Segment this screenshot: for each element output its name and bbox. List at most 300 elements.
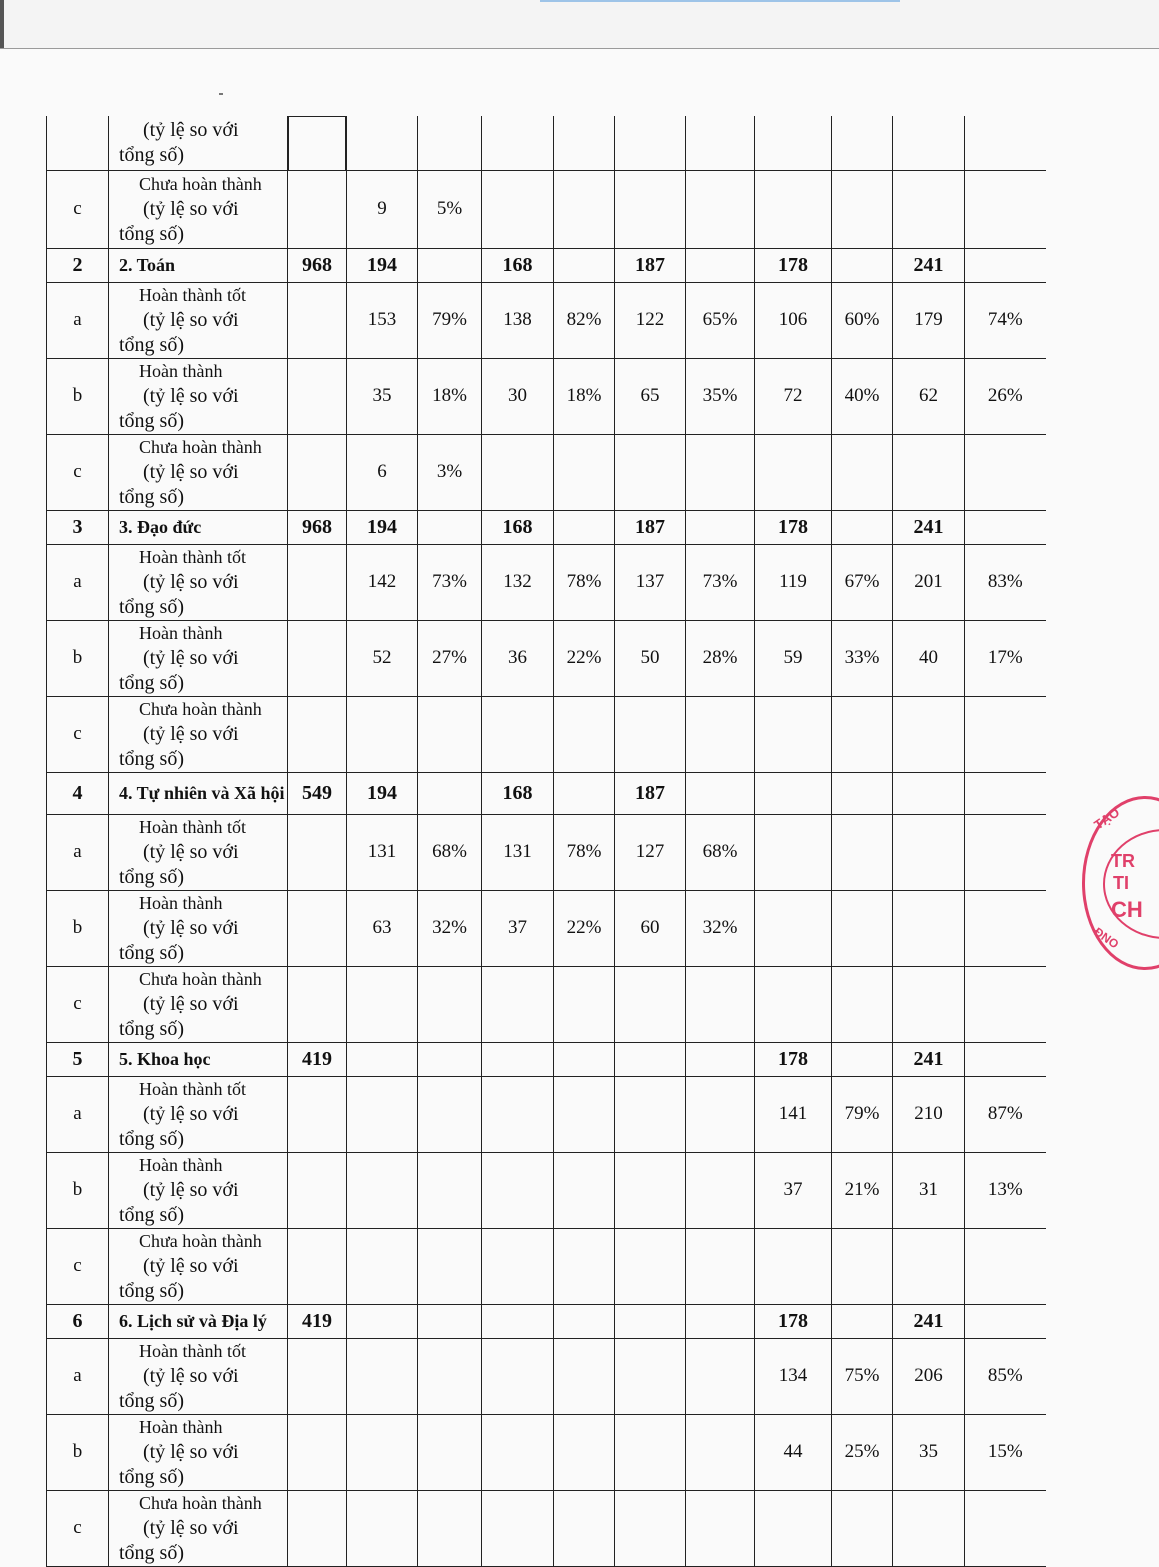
count-cell: 187 <box>615 772 686 814</box>
ratio-note: (tỷ lệ so với <box>143 384 239 407</box>
total-cell <box>288 434 347 510</box>
count-cell: 131 <box>482 814 554 890</box>
count-cell <box>755 966 832 1042</box>
count-cell <box>893 1490 965 1566</box>
percent-cell <box>418 772 482 814</box>
percent-cell: 32% <box>686 890 755 966</box>
percent-cell <box>686 170 755 248</box>
count-cell: 241 <box>893 1304 965 1338</box>
row-letter: a <box>47 814 109 890</box>
percent-cell <box>832 1228 893 1304</box>
count-cell: 72 <box>755 358 832 434</box>
percent-cell <box>418 966 482 1042</box>
count-cell: 31 <box>893 1152 965 1228</box>
count-cell <box>755 696 832 772</box>
percent-cell <box>965 1228 1046 1304</box>
count-cell: 187 <box>615 510 686 544</box>
percent-cell <box>832 890 893 966</box>
criterion-label <box>109 1152 288 1228</box>
total-cell <box>288 170 347 248</box>
total-cell: 419 <box>288 1042 347 1076</box>
count-cell <box>347 696 418 772</box>
seal-text: TR <box>1111 851 1135 871</box>
count-cell: 178 <box>755 510 832 544</box>
total-cell <box>288 544 347 620</box>
count-cell: 30 <box>482 358 554 434</box>
percent-cell: 74% <box>965 282 1046 358</box>
count-cell: 141 <box>755 1076 832 1152</box>
count-cell: 168 <box>482 772 554 814</box>
criterion-level: Hoàn thành tốt <box>139 284 246 305</box>
table-row <box>47 966 1046 1042</box>
percent-cell <box>965 1490 1046 1566</box>
count-cell: 178 <box>755 1304 832 1338</box>
count-cell: 142 <box>347 544 418 620</box>
count-cell <box>893 772 965 814</box>
count-cell: 241 <box>893 248 965 282</box>
ratio-note: (tỷ lệ so với <box>143 118 239 141</box>
count-cell: 241 <box>893 510 965 544</box>
count-cell: 153 <box>347 282 418 358</box>
count-cell: 194 <box>347 510 418 544</box>
percent-cell: 60% <box>832 282 893 358</box>
percent-cell: 15% <box>965 1414 1046 1490</box>
table-body <box>47 116 1046 1566</box>
percent-cell <box>686 1304 755 1338</box>
count-cell: 63 <box>347 890 418 966</box>
row-letter: c <box>47 1228 109 1304</box>
percent-cell <box>832 510 893 544</box>
total-cell <box>288 282 347 358</box>
percent-cell <box>686 1228 755 1304</box>
percent-cell: 87% <box>965 1076 1046 1152</box>
results-table <box>46 116 1046 1567</box>
ratio-note: (tỷ lệ so với <box>143 916 239 939</box>
percent-cell <box>418 1338 482 1414</box>
ratio-note: tổng số) <box>119 671 184 694</box>
table-row <box>47 282 1046 358</box>
ratio-note: tổng số) <box>119 409 184 432</box>
count-cell <box>893 890 965 966</box>
count-cell: 194 <box>347 248 418 282</box>
row-letter: b <box>47 1414 109 1490</box>
count-cell: 131 <box>347 814 418 890</box>
official-seal <box>1082 796 1159 970</box>
total-cell <box>288 966 347 1042</box>
percent-cell <box>554 510 615 544</box>
criterion-label <box>109 1414 288 1490</box>
count-cell <box>347 1304 418 1338</box>
ratio-note: (tỷ lệ so với <box>143 646 239 669</box>
percent-cell: 5% <box>418 170 482 248</box>
count-cell: 35 <box>347 358 418 434</box>
table-row <box>47 510 1046 544</box>
row-letter: b <box>47 358 109 434</box>
count-cell: 9 <box>347 170 418 248</box>
total-cell: 968 <box>288 510 347 544</box>
percent-cell <box>965 814 1046 890</box>
count-cell <box>482 696 554 772</box>
criterion-level: Hoàn thành tốt <box>139 1340 246 1361</box>
percent-cell: 33% <box>832 620 893 696</box>
criterion-level: Chưa hoàn thành <box>139 173 262 194</box>
criterion-level: Chưa hoàn thành <box>139 698 262 719</box>
percent-cell <box>965 248 1046 282</box>
table-row <box>47 1228 1046 1304</box>
table-row <box>47 170 1046 248</box>
count-cell: 178 <box>755 248 832 282</box>
percent-cell: 82% <box>554 282 615 358</box>
row-letter: c <box>47 170 109 248</box>
percent-cell <box>686 1042 755 1076</box>
subject-name: 6. Lịch sử và Địa lý <box>109 1304 288 1338</box>
percent-cell: 83% <box>965 544 1046 620</box>
row-letter: b <box>47 1152 109 1228</box>
count-cell <box>893 116 965 170</box>
total-cell <box>288 696 347 772</box>
ratio-note: tổng số) <box>119 865 184 888</box>
percent-cell <box>554 116 615 170</box>
count-cell <box>347 116 418 170</box>
seal-text: CH <box>1111 897 1143 922</box>
criterion-label <box>109 814 288 890</box>
percent-cell <box>686 1076 755 1152</box>
count-cell <box>615 1076 686 1152</box>
percent-cell <box>554 1414 615 1490</box>
ratio-note: tổng số) <box>119 1017 184 1040</box>
count-cell <box>347 1338 418 1414</box>
percent-cell <box>965 116 1046 170</box>
count-cell <box>893 170 965 248</box>
table-row <box>47 116 1046 170</box>
count-cell <box>347 966 418 1042</box>
ratio-note: tổng số) <box>119 1389 184 1412</box>
row-letter <box>47 116 109 170</box>
count-cell <box>482 116 554 170</box>
percent-cell <box>965 1304 1046 1338</box>
count-cell: 52 <box>347 620 418 696</box>
criterion-level: Hoàn thành <box>139 1416 223 1437</box>
percent-cell <box>686 1414 755 1490</box>
count-cell <box>482 1152 554 1228</box>
count-cell: 168 <box>482 248 554 282</box>
percent-cell <box>418 116 482 170</box>
percent-cell <box>554 248 615 282</box>
criterion-label <box>109 358 288 434</box>
table-row <box>47 1152 1046 1228</box>
subject-name: 5. Khoa học <box>109 1042 288 1076</box>
percent-cell: 78% <box>554 544 615 620</box>
criterion-level: Hoàn thành <box>139 622 223 643</box>
subject-name: 2. Toán <box>109 248 288 282</box>
percent-cell: 18% <box>554 358 615 434</box>
table-row <box>47 1414 1046 1490</box>
count-cell: 206 <box>893 1338 965 1414</box>
percent-cell: 78% <box>554 814 615 890</box>
percent-cell: 18% <box>418 358 482 434</box>
percent-cell: 68% <box>686 814 755 890</box>
count-cell: 168 <box>482 510 554 544</box>
percent-cell <box>965 890 1046 966</box>
count-cell <box>615 1228 686 1304</box>
row-letter: c <box>47 434 109 510</box>
count-cell <box>615 1152 686 1228</box>
percent-cell <box>686 966 755 1042</box>
criterion-level: Chưa hoàn thành <box>139 1492 262 1513</box>
count-cell: 137 <box>615 544 686 620</box>
percent-cell <box>418 248 482 282</box>
percent-cell: 25% <box>832 1414 893 1490</box>
ratio-note: (tỷ lệ so với <box>143 570 239 593</box>
percent-cell <box>965 434 1046 510</box>
ratio-note: tổng số) <box>119 1127 184 1150</box>
count-cell <box>482 434 554 510</box>
boxed-cell-outline <box>288 116 346 170</box>
ratio-note: tổng số) <box>119 747 184 770</box>
count-cell <box>347 1228 418 1304</box>
table-row <box>47 890 1046 966</box>
criterion-level: Hoàn thành tốt <box>139 546 246 567</box>
ratio-note: (tỷ lệ so với <box>143 722 239 745</box>
table-row <box>47 696 1046 772</box>
count-cell: 35 <box>893 1414 965 1490</box>
percent-cell <box>832 170 893 248</box>
percent-cell <box>686 116 755 170</box>
row-number: 3 <box>47 510 109 544</box>
row-letter: b <box>47 890 109 966</box>
count-cell <box>482 1076 554 1152</box>
table-row <box>47 1490 1046 1566</box>
table-row <box>47 772 1046 814</box>
count-cell <box>615 434 686 510</box>
count-cell: 138 <box>482 282 554 358</box>
count-cell <box>755 170 832 248</box>
criterion-label <box>109 620 288 696</box>
table-row <box>47 358 1046 434</box>
percent-cell <box>418 1152 482 1228</box>
count-cell <box>893 696 965 772</box>
percent-cell <box>554 1152 615 1228</box>
criterion-label <box>109 434 288 510</box>
row-letter: a <box>47 282 109 358</box>
count-cell <box>482 1338 554 1414</box>
count-cell: 134 <box>755 1338 832 1414</box>
criterion-label <box>109 116 288 170</box>
count-cell: 62 <box>893 358 965 434</box>
percent-cell <box>832 966 893 1042</box>
count-cell <box>615 116 686 170</box>
percent-cell: 75% <box>832 1338 893 1414</box>
percent-cell <box>554 1338 615 1414</box>
count-cell: 179 <box>893 282 965 358</box>
total-cell <box>288 1490 347 1566</box>
percent-cell <box>418 1042 482 1076</box>
count-cell: 6 <box>347 434 418 510</box>
row-letter: c <box>47 1490 109 1566</box>
percent-cell <box>554 434 615 510</box>
percent-cell: 13% <box>965 1152 1046 1228</box>
percent-cell <box>832 248 893 282</box>
count-cell: 241 <box>893 1042 965 1076</box>
ratio-note: (tỷ lệ so với <box>143 308 239 331</box>
seal-text: TẠO <box>1091 804 1123 833</box>
ratio-note: (tỷ lệ so với <box>143 1254 239 1277</box>
criterion-label <box>109 1490 288 1566</box>
table-row <box>47 248 1046 282</box>
percent-cell <box>965 772 1046 814</box>
percent-cell <box>418 1490 482 1566</box>
subject-name: 4. Tự nhiên và Xã hội <box>109 772 288 814</box>
percent-cell <box>418 1304 482 1338</box>
count-cell: 194 <box>347 772 418 814</box>
count-cell <box>755 434 832 510</box>
ratio-note: tổng số) <box>119 143 184 166</box>
total-cell <box>288 358 347 434</box>
count-cell <box>347 1152 418 1228</box>
percent-cell: 73% <box>418 544 482 620</box>
percent-cell <box>418 696 482 772</box>
count-cell <box>755 814 832 890</box>
count-cell <box>347 1042 418 1076</box>
ratio-note: tổng số) <box>119 485 184 508</box>
total-cell <box>288 1228 347 1304</box>
count-cell <box>755 772 832 814</box>
percent-cell <box>554 966 615 1042</box>
scan-margin <box>0 0 1159 49</box>
percent-cell: 22% <box>554 620 615 696</box>
total-cell <box>288 116 347 170</box>
count-cell <box>755 116 832 170</box>
ratio-note: (tỷ lệ so với <box>143 197 239 220</box>
percent-cell <box>832 772 893 814</box>
criterion-label <box>109 544 288 620</box>
percent-cell <box>686 510 755 544</box>
total-cell <box>288 620 347 696</box>
count-cell <box>347 1414 418 1490</box>
count-cell: 65 <box>615 358 686 434</box>
count-cell <box>615 696 686 772</box>
criterion-label <box>109 1338 288 1414</box>
total-cell <box>288 1414 347 1490</box>
table-row <box>47 1304 1046 1338</box>
count-cell <box>615 1414 686 1490</box>
count-cell: 40 <box>893 620 965 696</box>
percent-cell <box>832 116 893 170</box>
percent-cell <box>686 772 755 814</box>
percent-cell <box>686 1338 755 1414</box>
percent-cell <box>554 1490 615 1566</box>
count-cell <box>615 1304 686 1338</box>
total-cell <box>288 1152 347 1228</box>
count-cell <box>615 966 686 1042</box>
percent-cell <box>554 1076 615 1152</box>
ratio-note: tổng số) <box>119 1279 184 1302</box>
count-cell <box>482 1414 554 1490</box>
subject-name: 3. Đạo đức <box>109 510 288 544</box>
percent-cell <box>965 170 1046 248</box>
criterion-label <box>109 1228 288 1304</box>
percent-cell <box>965 966 1046 1042</box>
percent-cell <box>965 510 1046 544</box>
row-number: 6 <box>47 1304 109 1338</box>
table-row <box>47 620 1046 696</box>
percent-cell: 3% <box>418 434 482 510</box>
percent-cell <box>686 434 755 510</box>
percent-cell: 67% <box>832 544 893 620</box>
percent-cell <box>686 696 755 772</box>
percent-cell: 79% <box>418 282 482 358</box>
criterion-label <box>109 1076 288 1152</box>
ratio-note: tổng số) <box>119 1203 184 1226</box>
criterion-level: Hoàn thành <box>139 360 223 381</box>
percent-cell <box>418 1076 482 1152</box>
criterion-label <box>109 282 288 358</box>
total-cell <box>288 814 347 890</box>
count-cell <box>893 434 965 510</box>
percent-cell: 79% <box>832 1076 893 1152</box>
percent-cell <box>554 170 615 248</box>
table-row <box>47 544 1046 620</box>
total-cell: 549 <box>288 772 347 814</box>
ratio-note: (tỷ lệ so với <box>143 992 239 1015</box>
count-cell: 37 <box>482 890 554 966</box>
criterion-label <box>109 890 288 966</box>
row-letter: a <box>47 544 109 620</box>
percent-cell: 73% <box>686 544 755 620</box>
row-number: 2 <box>47 248 109 282</box>
count-cell: 60 <box>615 890 686 966</box>
count-cell: 106 <box>755 282 832 358</box>
table-row <box>47 814 1046 890</box>
criterion-level: Chưa hoàn thành <box>139 1230 262 1251</box>
count-cell: 210 <box>893 1076 965 1152</box>
ratio-note: (tỷ lệ so với <box>143 1102 239 1125</box>
ratio-note: tổng số) <box>119 1465 184 1488</box>
count-cell <box>482 1490 554 1566</box>
percent-cell: 65% <box>686 282 755 358</box>
count-cell: 178 <box>755 1042 832 1076</box>
count-cell <box>615 1338 686 1414</box>
ratio-note: tổng số) <box>119 595 184 618</box>
percent-cell <box>418 1228 482 1304</box>
percent-cell <box>832 1304 893 1338</box>
seal-text: ĐNO <box>1091 924 1122 952</box>
total-cell <box>288 1076 347 1152</box>
row-letter: a <box>47 1338 109 1414</box>
ratio-note: tổng số) <box>119 222 184 245</box>
count-cell <box>755 1490 832 1566</box>
percent-cell <box>554 1304 615 1338</box>
percent-cell: 68% <box>418 814 482 890</box>
percent-cell: 85% <box>965 1338 1046 1414</box>
ratio-note: (tỷ lệ so với <box>143 460 239 483</box>
percent-cell <box>554 1228 615 1304</box>
ratio-note: (tỷ lệ so với <box>143 1516 239 1539</box>
percent-cell <box>965 1042 1046 1076</box>
total-cell: 419 <box>288 1304 347 1338</box>
percent-cell <box>554 696 615 772</box>
count-cell: 122 <box>615 282 686 358</box>
percent-cell <box>418 1414 482 1490</box>
count-cell: 50 <box>615 620 686 696</box>
ratio-note: tổng số) <box>119 941 184 964</box>
percent-cell: 27% <box>418 620 482 696</box>
count-cell <box>893 1228 965 1304</box>
total-cell: 968 <box>288 248 347 282</box>
percent-cell: 21% <box>832 1152 893 1228</box>
ratio-note: (tỷ lệ so với <box>143 1364 239 1387</box>
ratio-note: (tỷ lệ so với <box>143 1178 239 1201</box>
